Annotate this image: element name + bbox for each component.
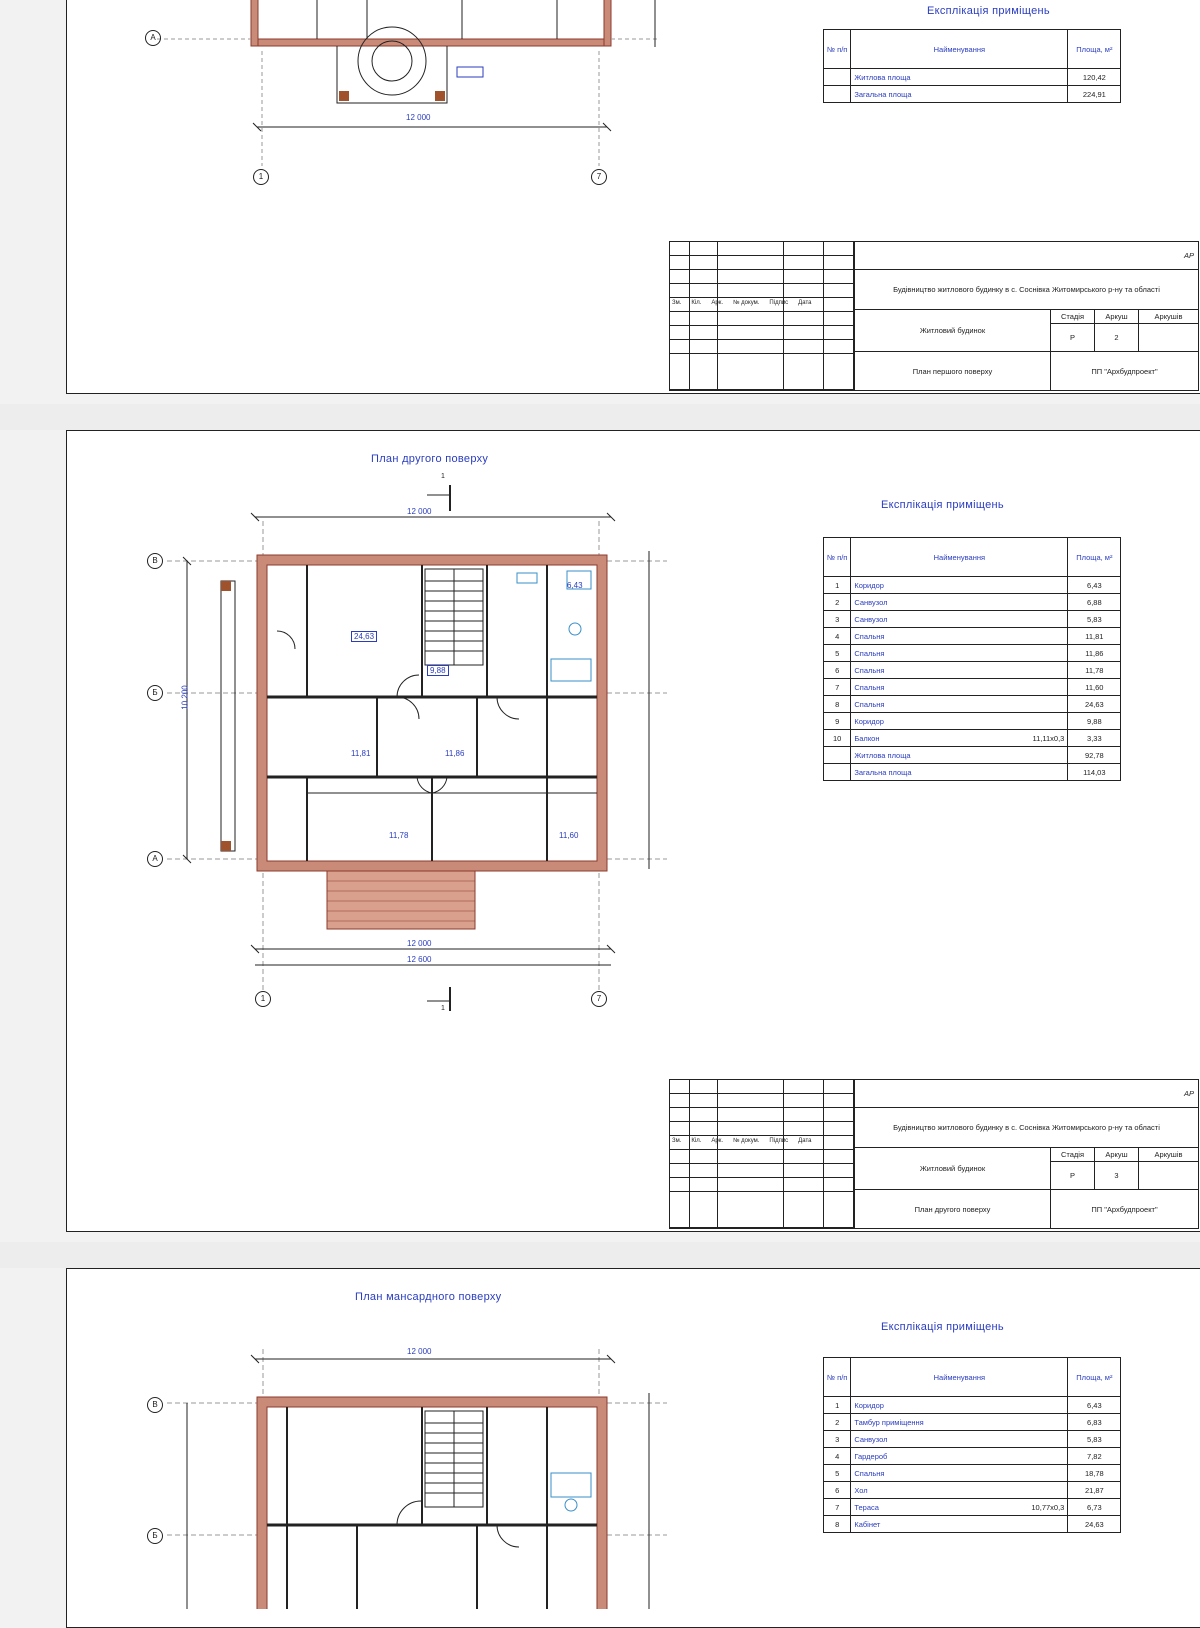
table-row (824, 1414, 1121, 1431)
row-name: Балкон 11,11x0,3 (851, 730, 1068, 747)
drawing-name: План першого поверху (854, 352, 1050, 390)
dim-height: 10 200 (180, 685, 190, 710)
summary-area: 92,78 (1068, 747, 1121, 764)
header-name: Найменування (851, 30, 1068, 69)
header-area: Площа, м² (1068, 538, 1121, 577)
row-no: 1 (824, 1397, 851, 1414)
row-name: Спальня (851, 628, 1068, 645)
row-name: Тераса 10,77x0,3 (851, 1499, 1068, 1516)
row-area: 3,33 (1068, 730, 1121, 747)
row-name: Санвузол (851, 611, 1068, 628)
row-name: Коридор (851, 577, 1068, 594)
summary-row (824, 764, 1121, 781)
row-area: 6,73 (1068, 1499, 1121, 1516)
summary-name: Житлова площа (851, 747, 1068, 764)
organization: ПП "Архбудпроект" (1050, 352, 1198, 390)
axis-marker-v: В (147, 553, 163, 569)
row-area: 6,43 (1068, 577, 1121, 594)
row-no: 8 (824, 696, 851, 713)
explication-table (823, 29, 1121, 103)
row-name: Хол (851, 1482, 1068, 1499)
header-no: № п/п (824, 1358, 851, 1397)
row-area: 24,63 (1068, 696, 1121, 713)
sheet-first-floor (66, 0, 1200, 394)
header-area: Площа, м² (1068, 30, 1121, 69)
room-area: 9,88 (427, 665, 449, 676)
dim-total: 12 600 (407, 955, 432, 964)
axis-marker-7: 7 (591, 169, 607, 185)
table-header (824, 538, 1121, 577)
header-area: Площа, м² (1068, 1358, 1121, 1397)
axis-marker-7: 7 (591, 991, 607, 1007)
header-no: № п/п (824, 538, 851, 577)
title-block: Зм. Кіл. Арк. № докум. Підпис Дата АР Будівництво житлового будинку в с. Соснівка Житомирського р-ну та області Житловий будинок Стадія Аркуш Аркушів Р 2 План першого поверху ПП "Архбудпроект" (669, 241, 1199, 391)
row-area: 6,88 (1068, 594, 1121, 611)
row-no: 9 (824, 713, 851, 730)
object-name: Житловий будинок (854, 310, 1050, 352)
row-name: Спальня (851, 679, 1068, 696)
row-name: Коридор (851, 713, 1068, 730)
row-no: 5 (824, 1465, 851, 1482)
summary-row (824, 747, 1121, 764)
project-name: Будівництво житлового будинку в с. Соснівка Житомирського р-ну та області (854, 1108, 1198, 1148)
summary-row: Житлова площа 120,42 (824, 69, 1121, 86)
floor-plan-1-partial (67, 0, 687, 191)
axis-marker-v: В (147, 1397, 163, 1413)
table-body (824, 577, 1121, 781)
explication-table (823, 537, 1121, 781)
sheet-mark: АР (854, 1080, 1198, 1108)
row-name: Санвузол (851, 1431, 1068, 1448)
row-no: 2 (824, 1414, 851, 1431)
axis-marker-1: 1 (253, 169, 269, 185)
revision-cols: Зм. Кіл. Арк. № докум. Підпис Дата (672, 300, 812, 306)
axis-marker-1: 1 (255, 991, 271, 1007)
row-no: 3 (824, 1431, 851, 1448)
table-row (824, 645, 1121, 662)
row-name: Гардероб (851, 1448, 1068, 1465)
plan-title: План другого поверху (371, 453, 489, 465)
room-area: 11,86 (445, 749, 465, 758)
page-gap (0, 404, 1200, 430)
summary-area: 114,03 (1068, 764, 1121, 781)
row-no: 10 (824, 730, 851, 747)
table-row (824, 1516, 1121, 1533)
dim-top: 12 000 (407, 507, 432, 516)
row-area: 11,60 (1068, 679, 1121, 696)
row-name: Спальня (851, 1465, 1068, 1482)
row-name: Кабінет (851, 1516, 1068, 1533)
row-no: 3 (824, 611, 851, 628)
table-header (824, 30, 1121, 69)
row-area: 24,63 (1068, 1516, 1121, 1533)
row-no: 4 (824, 628, 851, 645)
table-header (824, 1358, 1121, 1397)
drawing-name: План другого поверху (854, 1190, 1050, 1228)
row-area: 6,43 (1068, 1397, 1121, 1414)
row-note: 10,77x0,3 (1031, 1502, 1065, 1512)
row-area: 21,87 (1068, 1482, 1121, 1499)
section-label: 1 (441, 473, 445, 480)
row-area: 7,82 (1068, 1448, 1121, 1465)
summary-row: Загальна площа 224,91 (824, 86, 1121, 103)
row-area: 11,86 (1068, 645, 1121, 662)
table-row (824, 1431, 1121, 1448)
table-title: Експлікація приміщень (881, 499, 1004, 511)
row-area: 11,78 (1068, 662, 1121, 679)
table-row (824, 696, 1121, 713)
table-row (824, 1448, 1121, 1465)
table-title: Експлікація приміщень (927, 5, 1050, 17)
room-area: 6,43 (567, 581, 583, 590)
row-name: Спальня (851, 696, 1068, 713)
row-no: 6 (824, 1482, 851, 1499)
floor-plan-3-partial (127, 1319, 687, 1609)
room-area: 11,60 (559, 831, 579, 840)
row-note: 11,11x0,3 (1032, 733, 1065, 743)
revision-cols: Зм. Кіл. Арк. № докум. Підпис Дата (672, 1138, 812, 1144)
page-gap (0, 1242, 1200, 1268)
sheet-number: 3 (1094, 1162, 1138, 1190)
row-area: 18,78 (1068, 1465, 1121, 1482)
row-area: 5,83 (1068, 611, 1121, 628)
row-no: 5 (824, 645, 851, 662)
title-block: Зм. Кіл. Арк. № докум. Підпис Дата АР Будівництво житлового будинку в с. Соснівка Житомирського р-ну та області Житловий будинок Стадія Аркуш Аркушів Р 3 План другого поверху ПП "Архбудпроект" (669, 1079, 1199, 1229)
table-title: Експлікація приміщень (881, 1321, 1004, 1333)
revision-grid (670, 242, 854, 390)
room-area: 11,81 (351, 749, 371, 758)
row-area: 6,83 (1068, 1414, 1121, 1431)
axis-marker-b: Б (147, 685, 163, 701)
header-name: Найменування (851, 538, 1068, 577)
row-name: Спальня (851, 645, 1068, 662)
table-row (824, 713, 1121, 730)
organization: ПП "Архбудпроект" (1050, 1190, 1198, 1228)
row-no: 6 (824, 662, 851, 679)
row-no: 8 (824, 1516, 851, 1533)
table-row (824, 577, 1121, 594)
table-row (824, 662, 1121, 679)
table-row (824, 628, 1121, 645)
section-label: 1 (441, 1005, 445, 1012)
table-row (824, 1482, 1121, 1499)
axis-marker-a: А (145, 30, 161, 46)
axis-marker-b: Б (147, 1528, 163, 1544)
summary-name: Загальна площа (851, 764, 1068, 781)
table-row (824, 730, 1121, 747)
row-no: 1 (824, 577, 851, 594)
dim-top: 12 000 (407, 1347, 432, 1356)
table-row (824, 1465, 1121, 1482)
table-row (824, 594, 1121, 611)
dim-overall: 12 000 (406, 113, 431, 122)
object-name: Житловий будинок (854, 1148, 1050, 1190)
project-name: Будівництво житлового будинку в с. Соснівка Житомирського р-ну та області (854, 270, 1198, 310)
row-area: 11,81 (1068, 628, 1121, 645)
stage: Р (1050, 324, 1094, 352)
row-name: Спальня (851, 662, 1068, 679)
sheet-second-floor (66, 430, 1200, 1232)
row-area: 5,83 (1068, 1431, 1121, 1448)
explication-table (823, 1357, 1121, 1533)
stage: Р (1050, 1162, 1094, 1190)
row-no: 7 (824, 679, 851, 696)
row-name: Санвузол (851, 594, 1068, 611)
dim-bottom: 12 000 (407, 939, 432, 948)
row-name: Тамбур приміщення (851, 1414, 1068, 1431)
table-row (824, 1499, 1121, 1516)
table-row (824, 611, 1121, 628)
row-no: 7 (824, 1499, 851, 1516)
header-name: Найменування (851, 1358, 1068, 1397)
row-no: 4 (824, 1448, 851, 1465)
header-no: № п/п (824, 30, 851, 69)
table-row (824, 679, 1121, 696)
sheet-attic-floor (66, 1268, 1200, 1628)
room-area: 24,63 (351, 631, 377, 642)
row-no: 2 (824, 594, 851, 611)
table-body (824, 1397, 1121, 1533)
sheet-mark: АР (854, 242, 1198, 270)
row-name: Коридор (851, 1397, 1068, 1414)
axis-marker-a: А (147, 851, 163, 867)
row-area: 9,88 (1068, 713, 1121, 730)
revision-grid (670, 1080, 854, 1228)
table-row (824, 1397, 1121, 1414)
plan-title: План мансардного поверху (355, 1291, 502, 1303)
sheet-number: 2 (1094, 324, 1138, 352)
room-area: 11,78 (389, 831, 409, 840)
